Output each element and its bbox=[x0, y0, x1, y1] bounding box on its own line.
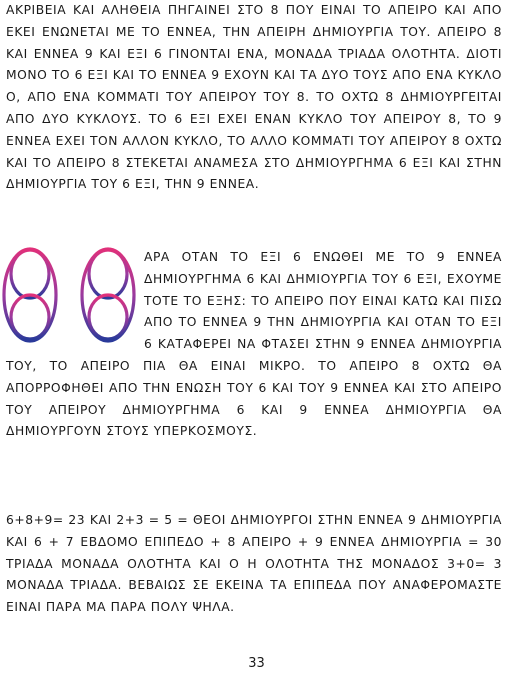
double-eight-symbol-icon bbox=[0, 247, 140, 347]
paragraph-3: 6+8+9= 23 ΚΑΙ 2+3 = 5 = ΘΕΟΙ ΔΗΜΙΟΥΡΓΟΙ ΣΤΗΝ ΕΝΝΕΑ 9 ΔΗΜΙΟΥΡΓΙΑ ΚΑΙ 6 + 7 ΕΒΔΟΜΟ ΕΠΙΠΕΔΟ + 8 ΑΠΕΙΡΟ + 9 ΕΝΝΕΑ ΔΗΜΙΟΥΡΓΙΑ = 30 ΤΡΙΑΔΑ ΜΟΝΑΔΑ ΟΛΟΤΗΤΑ ΚΑΙ Ο Η ΟΛΟΤΗΤΑ ΤΗΣ ΜΟΝΑΔΟΣ 3+0= 3 ΜΟΝΑΔΑ ΤΡΙΑΔΑ. ΒΕΒΑΙΩΣ ΣΕ ΕΚΕΙΝΑ ΤΑ ΕΠΙΠΕΔΑ ΠΟΥ ΑΝΑΦΕΡΟΜΑΣΤΕ ΕΙΝΑΙ ΠΑΡΑ ΜΑ ΠΑΡΑ ΠΟΛΥ ΨΗΛΑ. bbox=[6, 513, 502, 615]
paragraph-1: ΑΚΡΙΒΕΙΑ ΚΑΙ ΑΛΗΘΕΙΑ ΠΗΓΑΙΝΕΙ ΣΤΟ 8 ΠΟΥ ΕΙΝΑΙ ΤΟ ΑΠΕΙΡΟ ΚΑΙ ΑΠΟ ΕΚΕΙ ΕΝΩΝΕΤΑΙ ΜΕ ΤΟ ΕΝΝΕΑ, ΤΗΝ ΑΠΕΙΡΗ ΔΗΜΙΟΥΡΓΙΑ ΤΟΥ. ΑΠΕΙΡΟ 8 ΚΑΙ ΕΝΝΕΑ 9 ΚΑΙ ΕΞΙ 6 ΓΙΝΟΝΤΑΙ ΕΝΑ, ΜΟΝΑΔΑ ΤΡΙΑΔΑ ΟΛΟΤΗΤΑ. ΔΙΟΤΙ ΜΟΝΟ ΤΟ 6 ΕΞΙ ΚΑΙ ΤΟ ΕΝΝΕΑ 9 ΕΧΟΥΝ ΚΑΙ ΤΑ ΔΥΟ ΤΟΥΣ ΑΠΟ ΕΝΑ ΚΥΚΛΟ Ο, ΑΠΟ ΕΝΑ ΚΟΜΜΑΤΙ ΤΟΥ ΑΠΕΙΡΟΥ ΤΟΥ 8. ΤΟ ΟΧΤΩ 8 ΔΗΜΙΟΥΡΓΕΙΤΑΙ ΑΠΟ ΔΥΟ ΚΥΚΛΟΥΣ. ΤΟ 6 ΕΞΙ ΕΧΕΙ ΕΝΑΝ ΚΥΚΛΟ ΤΟΥ ΑΠΕΙΡΟΥ 8, ΤΟ 9 ΕΝΝΕΑ ΕΧΕΙ ΤΟΝ ΑΛΛΟΝ ΚΥΚΛΟ, ΤΟ ΑΛΛΟ ΚΟΜΜΑΤΙ ΤΟΥ ΑΠΕΙΡΟΥ 8 ΟΧΤΩ ΚΑΙ ΤΟ ΑΠΕΙΡΟ 8 ΣΤΕΚΕΤΑΙ ΑΝΑΜΕΣΑ ΣΤΟ ΔΗΜΙΟΥΡΓΗΜΑ 6 ΕΞΙ ΚΑΙ ΣΤΗΝ ΔΗΜΙΟΥΡΓΙΑ ΤΟΥ 6 ΕΞΙ, ΤΗΝ 9 ΕΝΝΕΑ. bbox=[6, 3, 502, 192]
page-number: 33 bbox=[248, 656, 265, 671]
paragraph-2-text: ΑΡΑ ΟΤΑΝ ΤΟ ΕΞΙ 6 ΕΝΩΘΕΙ ΜΕ ΤΟ 9 ΕΝΝΕΑ ΔΗΜΙΟΥΡΓΗΜΑ 6 ΚΑΙ ΔΗΜΙΟΥΡΓΙΑ ΤΟΥ 6 ΕΞΙ, ΕΧΟΥΜΕ ΤΟΤΕ ΤΟ ΕΞΗΣ: ΤΟ ΑΠΕΙΡΟ ΠΟΥ ΕΙΝΑΙ ΚΑΤΩ ΚΑΙ ΠΙΣΩ ΑΠΟ ΤΟ ΕΝΝΕΑ 9 ΤΗΝ ΔΗΜΙΟΥΡΓΙΑ ΚΑΙ ΟΤΑΝ ΤΟ ΕΞΙ 6 ΚΑΤΑΦΕΡΕΙ ΝΑ ΦΤΑΣΕΙ ΣΤΗΝ 9 ΕΝΝΕΑ ΔΗΜΙΟΥΡΓΙΑ ΤΟΥ, ΤΟ ΑΠΕΙΡΟ ΠΙΑ ΘΑ ΕΙΝΑΙ ΜΙΚΡΟ. ΤΟ ΑΠΕΙΡΟ 8 ΟΧΤΩ ΘΑ ΑΠΟΡΡΟΦΗΘΕΙ ΑΠΟ ΤΗΝ ΕΝΩΣΗ ΤΟΥ 6 ΚΑΙ ΤΟΥ 9 ΕΝΝΕΑ ΚΑΙ ΣΤΟ ΑΠΕΙΡΟ ΤΟΥ ΑΠΕΙΡΟΥ ΔΗΜΙΟΥΡΓΗΜΑ 6 ΚΑΙ 9 ΕΝΝΕΑ ΔΗΜΙΟΥΡΓΙΑ ΘΑ ΔΗΜΙΟΥΡΓΟΥΝ ΣΤΟΥΣ ΥΠΕΡΚΟΣΜΟΥΣ. bbox=[6, 250, 502, 439]
paragraph-2 bbox=[6, 247, 502, 443]
